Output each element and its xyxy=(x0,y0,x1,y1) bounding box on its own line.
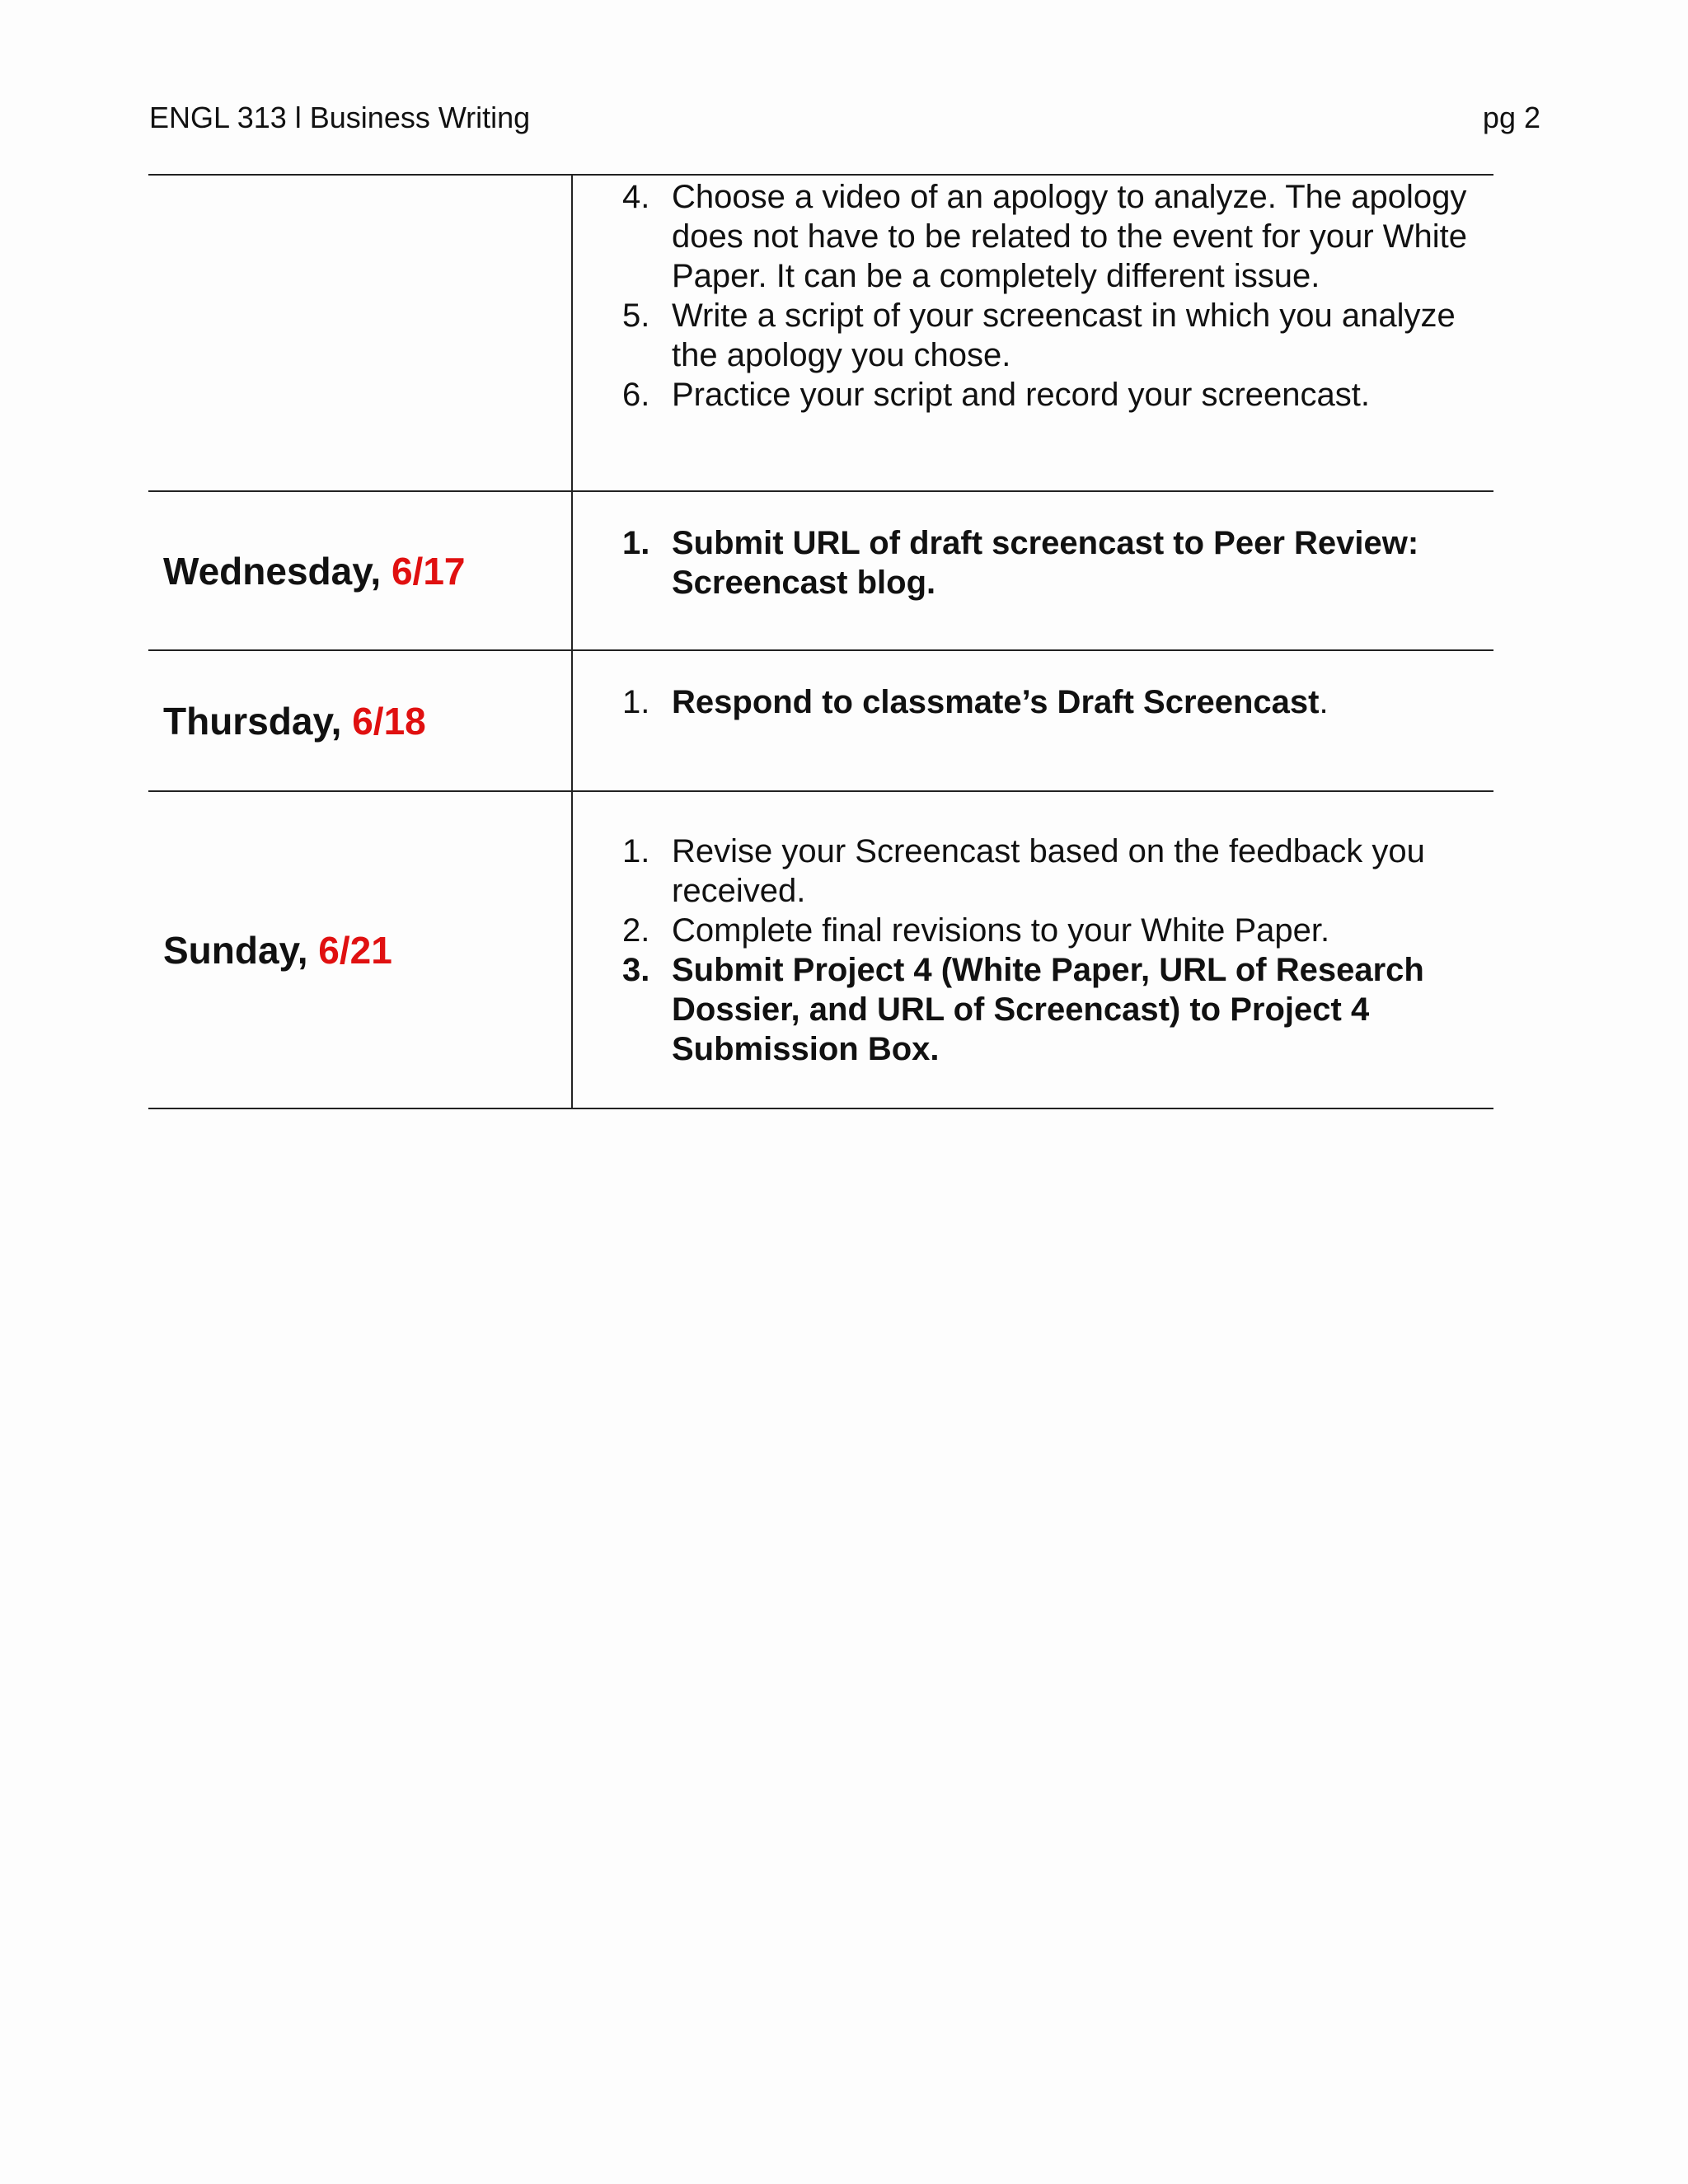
task-text-tail: . xyxy=(1319,684,1329,720)
task-number: 1. xyxy=(622,833,650,869)
day-label: Wednesday, xyxy=(163,549,392,593)
date-value: 6/18 xyxy=(352,699,426,743)
schedule-row xyxy=(148,650,1493,791)
day-label: Sunday, xyxy=(163,928,319,972)
schedule-row xyxy=(148,491,1493,650)
task-text-bold: Respond to classmate’s Draft Screencast xyxy=(672,684,1320,720)
task-item xyxy=(622,296,1493,375)
page-number: pg 2 xyxy=(1482,101,1540,134)
task-list xyxy=(573,492,1493,602)
course-title: ENGL 313 l Business Writing xyxy=(149,101,531,134)
task-item xyxy=(622,950,1493,1069)
task-item xyxy=(622,682,1493,722)
date-value: 6/21 xyxy=(318,928,392,972)
task-number: 1. xyxy=(622,525,650,561)
task-list xyxy=(573,651,1493,722)
task-text: Submit URL of draft screencast to Peer Review: Screencast blog. xyxy=(672,525,1419,601)
task-text: Write a script of your screencast in which you analyze the apology you chose. xyxy=(672,298,1456,373)
task-item xyxy=(622,832,1493,911)
tasks-cell xyxy=(572,650,1493,791)
task-number: 6. xyxy=(622,377,650,413)
tasks-cell xyxy=(572,491,1493,650)
date-cell xyxy=(148,791,572,1108)
task-item xyxy=(622,911,1493,950)
task-number: 1. xyxy=(622,684,650,720)
schedule-row xyxy=(148,791,1493,1108)
task-number: 2. xyxy=(622,912,650,949)
task-item xyxy=(622,177,1493,296)
task-text: Submit Project 4 (White Paper, URL of Research Dossier, and URL of Screencast) to Project 4 Submission Box. xyxy=(672,952,1424,1067)
task-item xyxy=(622,375,1493,415)
task-list xyxy=(573,176,1493,415)
date-value: 6/17 xyxy=(391,549,466,593)
task-text: Practice your script and record your screencast. xyxy=(672,377,1371,413)
day-label: Thursday, xyxy=(163,699,353,743)
schedule-table xyxy=(148,174,1493,1109)
task-number: 3. xyxy=(622,952,650,988)
date-cell xyxy=(148,650,572,791)
page-header xyxy=(149,101,1540,142)
task-number: 5. xyxy=(622,298,650,334)
task-item xyxy=(622,523,1493,602)
task-list xyxy=(573,792,1493,1069)
task-text: Choose a video of an apology to analyze. The apology does not have to be related to the event for your White Paper. It can be a completely different issue. xyxy=(672,179,1468,294)
task-number: 4. xyxy=(622,179,650,215)
tasks-cell xyxy=(572,791,1493,1108)
date-cell xyxy=(148,175,572,491)
task-text: Revise your Screencast based on the feedback you received. xyxy=(672,833,1425,909)
tasks-cell xyxy=(572,175,1493,491)
date-cell xyxy=(148,491,572,650)
task-text: Complete final revisions to your White Paper. xyxy=(672,912,1330,949)
schedule-row xyxy=(148,175,1493,491)
